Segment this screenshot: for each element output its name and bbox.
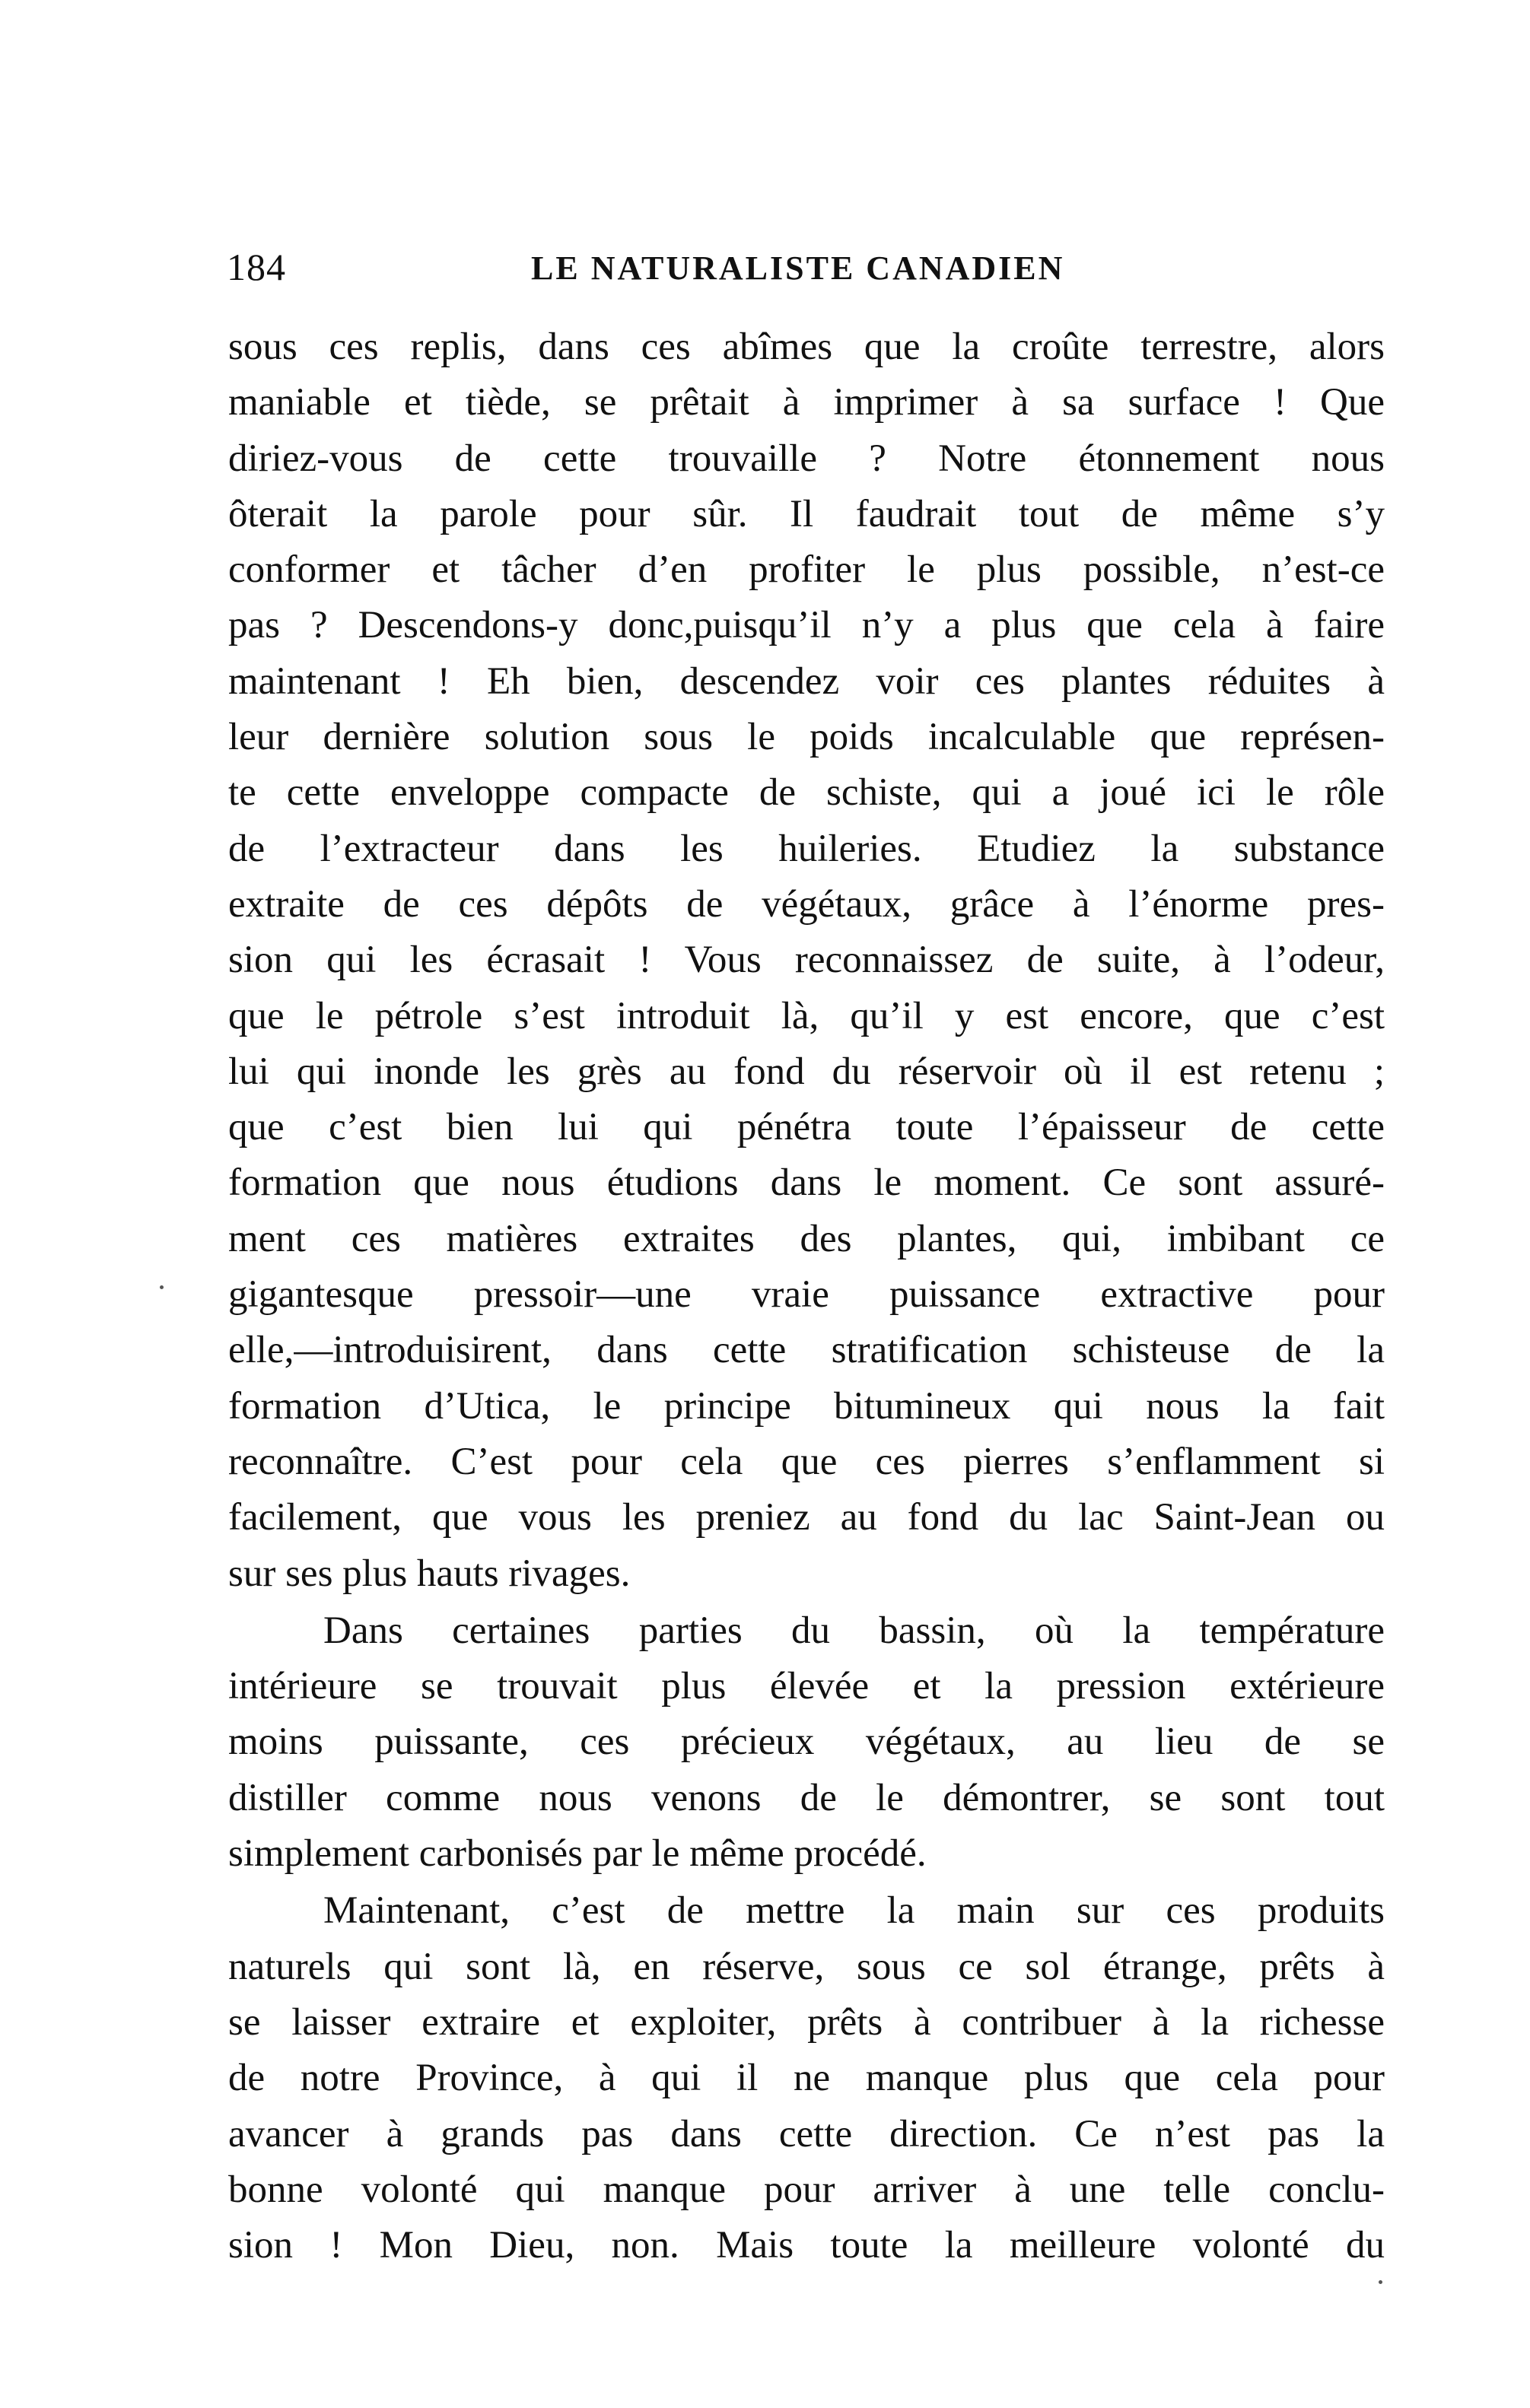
text-line: de notre Province, à qui il ne manque plus que cela pour bbox=[228, 2057, 1385, 2100]
text-line: que le pétrole s’est introduit là, qu’il y est encore, que c’est bbox=[228, 994, 1385, 1037]
text-line: lui qui inonde les grès au fond du réservoir où il est retenu ; bbox=[228, 1050, 1385, 1093]
text-line: sion ! Mon Dieu, non. Mais toute la meilleure volonté du bbox=[228, 2224, 1385, 2267]
text-line: maintenant ! Eh bien, descendez voir ces plantes réduites à bbox=[228, 659, 1385, 703]
text-line: maniable et tiède, se prêtait à imprimer à sa surface ! Que bbox=[228, 381, 1385, 424]
text-line: reconnaître. C’est pour cela que ces pierres s’enflamment si bbox=[228, 1440, 1385, 1483]
text-line: formation d’Utica, le principe bitumineux qui nous la fait bbox=[228, 1384, 1385, 1428]
text-line: avancer à grands pas dans cette direction. Ce n’est pas la bbox=[228, 2112, 1385, 2155]
text-line: sion qui les écrasait ! Vous reconnaissez de suite, à l’odeur, bbox=[228, 939, 1385, 982]
text-line: pas ? Descendons-y donc,puisqu’il n’y a plus que cela à faire bbox=[228, 604, 1385, 647]
text-line: bonne volonté qui manque pour arriver à une telle conclu- bbox=[228, 2168, 1385, 2211]
paragraph-first-line: Maintenant, c’est de mettre la main sur ces produits bbox=[323, 1889, 1385, 1933]
text-line: elle,—introduisirent, dans cette stratification schisteuse de la bbox=[228, 1329, 1385, 1372]
text-line: simplement carbonisés par le même procédé. bbox=[228, 1832, 927, 1876]
text-line: distiller comme nous venons de le démontrer, se sont tout bbox=[228, 1776, 1385, 1819]
text-line: de l’extracteur dans les huileries. Etudiez la substance bbox=[228, 827, 1385, 870]
text-line: gigantesque pressoir—une vraie puissance extractive pour bbox=[228, 1273, 1385, 1317]
page-number: 184 bbox=[227, 246, 286, 288]
text-line: formation que nous étudions dans le moment. Ce sont assuré- bbox=[228, 1161, 1385, 1205]
scan-speck bbox=[1379, 2280, 1382, 2284]
text-line: naturels qui sont là, en réserve, sous ce sol étrange, prêts à bbox=[228, 1945, 1385, 1988]
text-line: sur ses plus hauts rivages. bbox=[228, 1552, 631, 1595]
page-header bbox=[227, 239, 1383, 295]
text-line: facilement, que vous les preniez au fond du lac Saint-Jean ou bbox=[228, 1496, 1385, 1539]
running-head: LE NATURALISTE CANADIEN bbox=[531, 249, 1065, 287]
body-text bbox=[228, 319, 1385, 2273]
text-line: leur dernière solution sous le poids incalculable que représen- bbox=[228, 716, 1385, 759]
text-line: se laisser extraire et exploiter, prêts à contribuer à la richesse bbox=[228, 2000, 1385, 2044]
text-line: ment ces matières extraites des plantes, qui, imbibant ce bbox=[228, 1217, 1385, 1260]
text-line: que c’est bien lui qui pénétra toute l’épaisseur de cette bbox=[228, 1106, 1385, 1149]
text-line: diriez-vous de cette trouvaille ? Notre étonnement nous bbox=[228, 437, 1385, 480]
text-line: sous ces replis, dans ces abîmes que la croûte terrestre, alors bbox=[228, 326, 1385, 368]
paragraph-first-line: Dans certaines parties du bassin, où la température bbox=[323, 1609, 1385, 1652]
text-line: ôterait la parole pour sûr. Il faudrait tout de même s’y bbox=[228, 492, 1385, 535]
text-line: moins puissante, ces précieux végétaux, au lieu de se bbox=[228, 1720, 1385, 1764]
scan-speck bbox=[160, 1285, 164, 1289]
text-line: extraite de ces dépôts de végétaux, grâce à l’énorme pres- bbox=[228, 882, 1385, 926]
text-line: te cette enveloppe compacte de schiste, qui a joué ici le rôle bbox=[228, 771, 1385, 815]
text-line: intérieure se trouvait plus élevée et la pression extérieure bbox=[228, 1665, 1385, 1708]
text-line: conformer et tâcher d’en profiter le plus possible, n’est-ce bbox=[228, 548, 1385, 592]
